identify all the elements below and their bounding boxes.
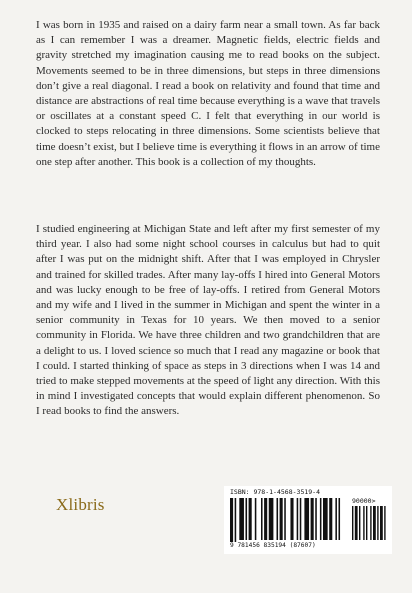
- barcode-bar: [249, 498, 252, 540]
- barcode-bar: [339, 498, 341, 540]
- barcode-bar: [264, 498, 267, 540]
- barcode-addon-bar: [384, 506, 385, 540]
- barcode-digits: 9 781456 835194 (87607): [230, 542, 316, 549]
- barcode-bar: [280, 498, 283, 540]
- barcode-bar: [290, 498, 293, 540]
- barcode-addon-bar: [352, 506, 353, 540]
- barcode-bar: [261, 498, 263, 540]
- barcode-bar: [239, 498, 244, 540]
- barcode-bar: [311, 498, 314, 540]
- barcode-addon-bar: [363, 506, 364, 540]
- author-bio-paragraph-2: I studied engineering at Michigan State and left after my first semester of my third year. I also had some night school courses in calculus but had to quit after I was put on the midnight shift. After that I was employed in Chrysler and trained for skilled trades. After many lay-offs I hired into General Motors and was lucky enough to be free of lay-offs. I retired from General Motors and my wife and I lived in the summer in Michigan and spent the winter in a senior community in Texas for 10 years. We then moved to a senior community in Florida. We have three children and two grandchildren that are a delight to us. I loved science so much that I read any magazine or book that I could. I started thinking of space as steps in 3 directions when I was 14 and tried to make stepped movements at the speed of light any direction. With this in mind I investigated concepts that would explain different phenomenon. So I read books to find the answers.: [36, 223, 380, 418]
- barcode-bar: [235, 498, 237, 542]
- publisher-logo: Xlibris: [56, 495, 105, 514]
- barcode-bars: [230, 498, 388, 542]
- barcode-addon-bar: [355, 506, 358, 540]
- barcode-bar: [320, 498, 322, 540]
- barcode-bar: [277, 498, 279, 540]
- barcode-bar: [300, 498, 302, 540]
- barcode-bar: [284, 498, 286, 540]
- barcode-addon-bar: [377, 506, 378, 540]
- barcode-bar: [323, 498, 328, 540]
- price-addon-code: 90000>: [352, 497, 376, 505]
- barcode-bar: [255, 498, 257, 540]
- barcode-bar: [246, 498, 248, 540]
- author-bio-paragraph-1: I was born in 1935 and raised on a dairy farm near a small town. As far back as I can remember I was a dreamer. Magnetic fields, electric fields and gravity stretched my imagination causing me to read books on the subject. Movements seemed to be in three dimensions, but steps in three dimensions don’t give a real diagonal. I read a book on relativity and found that time and distance are abstractions of real time because everything is a wave that travels or oscillates at a constant speed C. I felt that everything in our world is clocked to steps relocating in three dimensions. Some scientists believe that time doesn’t exist, but I believe time is everything it flows in an arrow of time one step after another. This book is a collection of my thoughts.: [36, 19, 380, 168]
- barcode-addon-bar: [370, 506, 371, 540]
- barcode-bar: [315, 498, 317, 540]
- barcode-addon-bar: [359, 506, 360, 540]
- barcode-bar: [297, 498, 299, 540]
- barcode-addon-bar: [380, 506, 383, 540]
- barcode-bar: [335, 498, 337, 540]
- isbn-barcode: [224, 486, 392, 554]
- barcode-bar: [329, 498, 332, 540]
- barcode-bar: [269, 498, 274, 540]
- barcode-bar: [230, 498, 233, 542]
- barcode-addon-bar: [366, 506, 367, 540]
- barcode-bar: [304, 498, 309, 540]
- barcode-addon-bar: [373, 506, 376, 540]
- isbn-text: ISBN: 978-1-4568-3519-4: [230, 488, 321, 496]
